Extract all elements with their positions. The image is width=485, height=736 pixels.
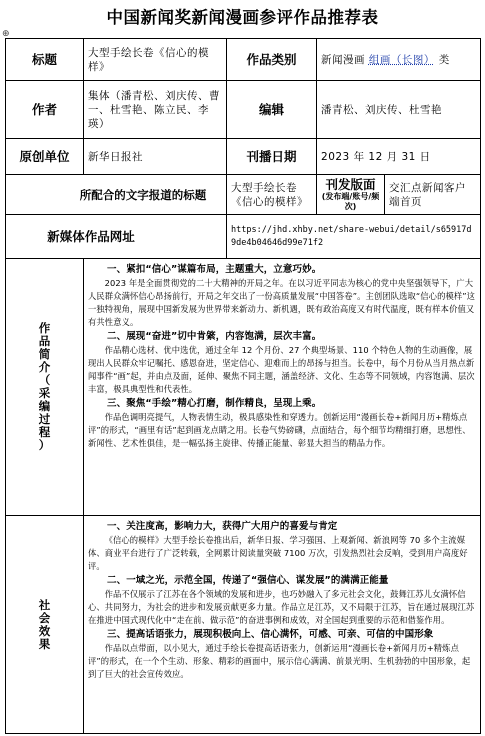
category-value	[317, 39, 481, 81]
author-value: 集体（潘青松、刘庆传、曹一、杜雪艳、陈立民、李瑛）	[84, 81, 227, 139]
category-suffix: 类	[438, 53, 450, 66]
layout-value: 交汇点新闻客户端首页	[385, 175, 481, 215]
intro-body	[84, 259, 481, 516]
label-layout	[317, 175, 385, 215]
unit-value: 新华日报社	[84, 139, 227, 175]
label-url: 新媒体作品网址	[6, 215, 227, 259]
effect-heading-3: 三、提高话语张力，展现积极向上、信心满怀，可感、可亲、可信的中国形象	[107, 629, 434, 640]
label-author: 作者	[6, 81, 84, 139]
form-row-title	[6, 39, 481, 81]
label-intro: 作 品 简 介 （ 采 编 过 程 ）	[6, 259, 84, 516]
intro-paragraph-1: 2023 年是全面贯彻党的二十大精神的开局之年。在以习近平同志为核心的党中央坚强领导下，广大人民群众满怀信心昂扬前行，开局之年交出了一份高质量发展“中国答卷”。主创团队选取“信心的模样”这一独特视角，展现中国新发展为世界带来新动力、新机遇，既有政治高度又有时代温度，既有样本价值又有共性意义。	[88, 278, 476, 327]
effect-paragraph-3: 作品以点带面，以小见大，通过手绘长卷提高话语张力，创新运用“漫画长卷+新闻月历+精炼点评”的形式，在一个个生动、形象、精彩的画面中，展示信心满满、前景光明、生机勃勃的中国形象，起到了巨大的社会宣传效应。	[88, 643, 471, 679]
form-row-effect	[6, 516, 481, 734]
effect-heading-1: 一、关注度高，影响力大，获得广大用户的喜爱与肯定	[107, 521, 338, 532]
intro-heading-1: 一、紧扣“信心”谋篇布局，主题重大，立意巧妙。	[107, 264, 322, 275]
label-category: 作品类别	[227, 39, 317, 81]
label-layout-main: 刊发版面	[325, 177, 376, 192]
title-value: 大型手绘长卷《信心的模样》	[84, 39, 227, 81]
form-row-author	[6, 81, 481, 139]
category-type: 组画（长图）	[368, 53, 435, 66]
label-date: 刊播日期	[227, 139, 317, 175]
related-value: 大型手绘长卷《信心的模样》	[227, 175, 317, 215]
form-row-unit	[6, 139, 481, 175]
table-anchor-icon: ⊕	[2, 29, 10, 39]
label-title: 标题	[6, 39, 84, 81]
label-editor: 编辑	[227, 81, 317, 139]
date-value: 2023 年 12 月 31 日	[317, 139, 481, 175]
effect-heading-2: 二、一域之光，示范全国，传递了“强信心、谋发展”的满满正能量	[107, 575, 389, 586]
form-row-url	[6, 215, 481, 259]
intro-heading-2: 二、展现“奋进”切中肯綮，内容饱满，层次丰富。	[107, 331, 322, 342]
effect-body	[84, 516, 481, 734]
page-title: 中国新闻奖新闻漫画参评作品推荐表	[106, 8, 379, 27]
label-unit: 原创单位	[6, 139, 84, 175]
label-effect: 社 会 效 果	[6, 516, 84, 734]
intro-paragraph-2: 作品精心选材、优中选优，通过全年 12 个月份、27 个典型场景、110 个特色人物的生动画像，展现出人民群众牢记嘱托、感恩奋进，坚定信心、迎难而上的昂扬与担当。长卷中，每个月份从当月热点新闻事件“画”起，并由点及面，延伸、聚焦不同主题，涵盖经济、文化、生态等不同领域，内容饱满、层次丰富，极具典型性和代表性。	[88, 345, 475, 394]
effect-paragraph-2: 作品不仅展示了江苏在各个领域的发展和进步，也巧妙融入了多元社会文化，鼓舞江苏儿女满怀信心、共同努力，为社会的进步和发展贡献更多力量。作品立足江苏，又不局限于江苏，旨在通过展现江苏在推进中国式现代化中“走在前、做示范”的奋进事例和成效，对全国起到重要的示范和借鉴作用。	[88, 589, 475, 625]
category-prefix: 新闻漫画	[321, 53, 366, 66]
effect-paragraph-1: 《信心的模样》大型手绘长卷推出后，新华日报、学习强国、上观新闻、新浪网等 70 多个主流媒体、商业平台进行了广泛转载，全网累计阅读量突破 7100 万次，引发热烈社会反响，受到用户高度好评。	[88, 535, 468, 571]
label-related: 所配合的文字报道的标题	[6, 175, 227, 215]
form-row-related	[6, 175, 481, 215]
form-row-intro	[6, 259, 481, 516]
editor-value: 潘青松、刘庆传、杜雪艳	[317, 81, 481, 139]
url-value: https://jhd.xhby.net/share-webui/detail/s65917d9de4b04646d99e71f2	[227, 215, 481, 259]
intro-paragraph-3: 作品色调明亮提气，人物表情生动，极具感染性和穿透力。创新运用“漫画长卷+新闻月历+精炼点评”的形式，“画里有话”起到画龙点睛之用。长卷气势磅礴，点面结合，每个细节均精细打磨，思想性、新闻性、艺术性俱佳，是一幅弘扬主旋律、传播正能量、彰显大担当的精品力作。	[88, 412, 471, 448]
intro-heading-3: 三、聚焦“手绘”精心打磨，制作精良，呈现上乘。	[107, 398, 322, 409]
label-layout-sub: (发布端/账号/频次)	[321, 192, 380, 211]
recommendation-form	[5, 38, 481, 734]
